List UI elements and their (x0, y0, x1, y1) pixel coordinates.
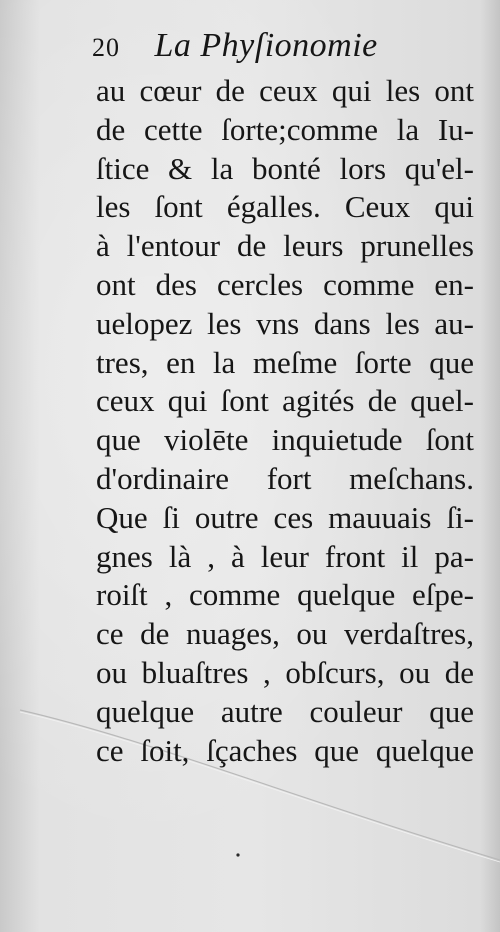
page-number: 20 (92, 33, 120, 62)
text-line: Que ſi outre ces mauuais ſi- (96, 499, 474, 535)
text-line: au cœur de ceux qui les ont (96, 73, 474, 108)
body-text (96, 72, 474, 770)
text-line: gnes là , à leur front il pa- (96, 538, 474, 574)
page-header (92, 26, 378, 68)
running-head: La Phyſionomie (154, 27, 378, 64)
text-line: à l'entour de leurs prunelles (96, 228, 474, 264)
text-line: que violēte inquietude ſont (96, 422, 474, 458)
text-line: uelopez les vns dans les au- (96, 305, 474, 341)
text-line: les ſont égalles. Ceux qui (96, 189, 474, 225)
text-line: tres, en la meſme ſorte que (96, 344, 474, 380)
text-line: ou bluaſtres , obſcurs, ou de (96, 654, 474, 690)
text-line: ont des cercles comme en- (96, 266, 474, 302)
text-line: ſtice & la bonté lors qu'el- (96, 150, 474, 186)
text-line: ce de nuages, ou verdaſtres, (96, 616, 474, 652)
text-line: ceux qui ſont agités de quel- (96, 383, 474, 419)
text-line: roiſt , comme quelque eſpe- (96, 577, 474, 613)
text-line: ce ſoit, ſçaches que quelque (96, 732, 474, 768)
text-line: quelque autre couleur que (96, 693, 474, 729)
text-line: de cette ſorte;comme la Iu- (96, 111, 474, 147)
text-line: d'ordinaire fort meſchans. (96, 460, 474, 496)
